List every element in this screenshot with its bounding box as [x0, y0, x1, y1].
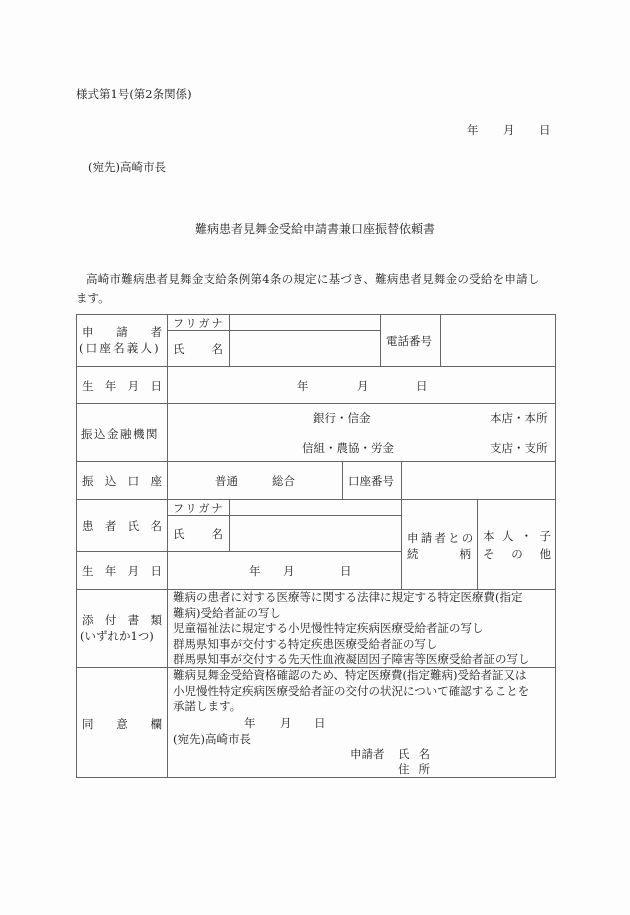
intro-text-line1: 高崎市難病患者見舞金支給条例第4条の規定に基づき、難病患者見舞金の受給を申請し [86, 272, 540, 286]
consent-label: 同 意 欄 [82, 717, 162, 731]
consent-applicant-label: 申請者 [350, 747, 385, 761]
date-month-label: 月 [503, 123, 515, 137]
branch-type-line1[interactable]: 本店・本所 [490, 411, 548, 425]
consent-name-label: 氏 名 [398, 747, 430, 761]
relation-options-line1[interactable]: 本 人 ・ 子 [483, 529, 551, 543]
date-day-label: 日 [539, 123, 551, 137]
bank-type-line1[interactable]: 銀行・信金 [313, 411, 371, 425]
consent-address-label: 住 所 [398, 762, 430, 776]
applicant-birth-year[interactable]: 年 [297, 379, 309, 393]
account-label: 振 込 口 座 [82, 474, 162, 488]
consent-text-line: 承諾します。 [173, 699, 242, 713]
attachments-list [173, 590, 530, 668]
attachment-item: 児童福祉法に規定する小児慢性特定疾病医療受給者証の写し [173, 621, 484, 635]
attachment-item: 難病の患者に対する医療等に関する法律に規定する特定医療費(指定 [173, 590, 523, 604]
relation-options-line2[interactable]: そ の 他 [483, 547, 551, 561]
document-title: 難病患者見舞金受給申請書兼口座振替依頼書 [195, 222, 436, 236]
applicant-name-input[interactable] [230, 331, 380, 366]
account-number-input[interactable] [402, 462, 555, 499]
bank-type-line2[interactable]: 信組・農協・労金 [302, 441, 394, 455]
date-year-label: 年 [467, 123, 479, 137]
branch-type-line2[interactable]: 支店・支所 [490, 441, 548, 455]
applicant-name-label: 氏 名 [173, 342, 223, 356]
col-divider [477, 499, 478, 589]
applicant-birth-month[interactable]: 月 [357, 379, 369, 393]
consent-date-year[interactable]: 年 [244, 716, 256, 730]
col-divider [342, 461, 343, 499]
patient-birth-month[interactable]: 月 [283, 564, 295, 578]
addressee: (宛先)高崎市長 [88, 160, 166, 174]
consent-date-month[interactable]: 月 [280, 716, 292, 730]
account-type-ordinary[interactable]: 普通 [215, 474, 238, 488]
account-type-general[interactable]: 総合 [272, 474, 295, 488]
patient-name-sublabel: 氏 名 [173, 527, 223, 541]
consent-addressee: (宛先)高崎市長 [173, 732, 251, 746]
relation-label-line1: 申請者との [407, 531, 476, 545]
patient-furigana-label: フリガナ [173, 502, 225, 515]
attachment-item: 群馬県知事が交付する先天性血液凝固因子障害等医療受給者証の写し [173, 652, 530, 666]
intro-text-line2: ます。 [76, 291, 110, 305]
row-divider [76, 403, 556, 404]
row-divider [76, 366, 556, 367]
patient-birthdate-label: 生 年 月 日 [82, 564, 162, 578]
consent-date-day[interactable]: 日 [314, 716, 326, 730]
attachment-item: 難病)受給者証の写し [173, 605, 281, 620]
col-divider [380, 314, 381, 366]
attachments-sublabel: (いずれか1つ) [80, 629, 154, 643]
patient-birth-day[interactable]: 日 [340, 564, 352, 578]
account-holder-label: (口座名義人) [79, 341, 161, 355]
attachments-label: 添 付 書 類 [82, 613, 162, 627]
consent-text-line: 難病見舞金受給資格確認のため、特定医療費(指定難病)受給者証又は [173, 668, 527, 682]
patient-birth-year[interactable]: 年 [249, 564, 261, 578]
applicant-birthdate-label: 生 年 月 日 [82, 379, 162, 393]
account-number-label: 口座番号 [348, 474, 394, 488]
patient-name-label: 患 者 氏 名 [82, 519, 162, 533]
row-divider [76, 551, 401, 552]
relation-label-line2: 続 柄 [407, 547, 471, 561]
form-number: 様式第1号(第2条関係) [76, 87, 192, 101]
label-column-divider [167, 314, 168, 778]
bank-label: 振込金融機関 [81, 427, 159, 441]
consent-text [173, 668, 529, 715]
patient-name-input[interactable] [230, 516, 401, 551]
phone-input[interactable] [441, 315, 555, 366]
applicant-furigana-input[interactable] [230, 315, 380, 330]
attachment-item: 群馬県知事が交付する特定疾患医療受給者証の写し [173, 636, 438, 651]
applicant-furigana-label: フリガナ [173, 317, 225, 330]
applicant-label: 申 請 者 [82, 325, 162, 339]
applicant-birth-day[interactable]: 日 [416, 379, 428, 393]
patient-furigana-input[interactable] [230, 500, 401, 515]
phone-label: 電話番号 [386, 334, 432, 348]
consent-text-line: 小児慢性特定疾病医療受給者証の交付の状況について確認することを [173, 683, 530, 698]
